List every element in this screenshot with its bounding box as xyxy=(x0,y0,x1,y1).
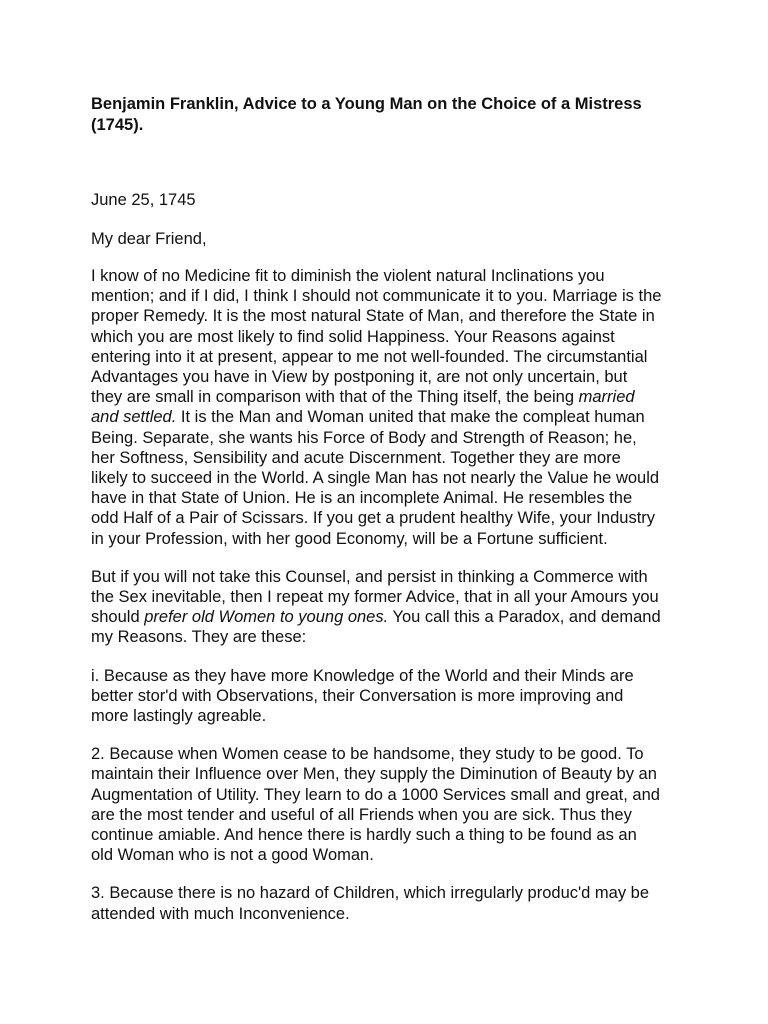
title-line-1: Benjamin Franklin, Advice to a Young Man on the Choice of a Mistress xyxy=(91,95,642,113)
text-line: likely to succeed in the World. A single Man has not nearly the Value he would xyxy=(91,469,660,488)
text-segment: It is the Man and Woman united that make the compleat human xyxy=(176,408,645,427)
text-line: are the most tender and useful of all Friends when you are sick. Thus they xyxy=(91,805,632,824)
text-line: old Woman who is not a good Woman. xyxy=(91,846,374,865)
letter-date: June 25, 1745 xyxy=(91,191,196,209)
text-line: entering into it at present, appear to me not well-founded. The circumstantial xyxy=(91,347,648,366)
text-line: 2. Because when Women cease to be handsome, they study to be good. To xyxy=(91,745,644,764)
text-line: the Sex inevitable, then I repeat my former Advice, that in all your Amours you xyxy=(91,588,659,607)
text-line: 3. Because there is no hazard of Children, which irregularly produc'd may be xyxy=(91,884,650,903)
text-line: But if you will not take this Counsel, and persist in thinking a Commerce with xyxy=(91,567,648,586)
text-segment: You call this a Paradox, and demand xyxy=(388,608,661,627)
text-line xyxy=(91,387,691,407)
paragraph-4 xyxy=(91,744,691,865)
text-segment: they are small in comparison with that of the Thing itself, the being xyxy=(91,388,579,407)
letter-salutation: My dear Friend, xyxy=(91,230,207,248)
text-line: Augmentation of Utility. They learn to do a 1000 Services small and great, and xyxy=(91,785,660,804)
text-segment: should xyxy=(91,608,145,627)
italic-text: prefer old Women to young ones. xyxy=(144,608,389,627)
text-line: which you are most likely to find solid Happiness. Your Reasons against xyxy=(91,327,615,346)
paragraph-3 xyxy=(91,666,691,727)
text-line: i. Because as they have more Knowledge of the World and their Minds are xyxy=(91,666,634,685)
italic-text: and settled. xyxy=(91,408,177,427)
document-title xyxy=(91,94,691,136)
paragraph-2 xyxy=(91,567,691,648)
text-line: attended with much Inconvenience. xyxy=(91,904,350,923)
paragraph-1 xyxy=(91,266,691,549)
paragraph-5 xyxy=(91,883,691,923)
text-line xyxy=(91,607,691,627)
text-line: more lastingly agreable. xyxy=(91,707,267,726)
text-line: Being. Separate, she wants his Force of Body and Strength of Reason; he, xyxy=(91,428,637,447)
text-line: in your Profession, with her good Economy, will be a Fortune sufficient. xyxy=(91,529,608,548)
text-line: better stor'd with Observations, their Conversation is more improving and xyxy=(91,686,624,705)
text-line: maintain their Influence over Men, they supply the Diminution of Beauty by an xyxy=(91,765,657,784)
text-line: mention; and if I did, I think I should not communicate it to you. Marriage is the xyxy=(91,287,662,306)
letter-body xyxy=(91,266,691,942)
text-line: odd Half of a Pair of Scissars. If you get a prudent healthy Wife, your Industry xyxy=(91,509,656,528)
text-line: Advantages you have in View by postponing it, are not only uncertain, but xyxy=(91,368,628,387)
text-line: proper Remedy. It is the most natural State of Man, and therefore the State in xyxy=(91,307,655,326)
text-line: my Reasons. They are these: xyxy=(91,628,307,647)
text-line: I know of no Medicine fit to diminish the violent natural Inclinations you xyxy=(91,267,605,285)
text-line: her Softness, Sensibility and acute Discernment. Together they are more xyxy=(91,448,621,467)
text-line xyxy=(91,407,691,427)
text-line: have in that State of Union. He is an incomplete Animal. He resembles the xyxy=(91,489,633,508)
italic-text: married xyxy=(578,388,635,407)
document-page xyxy=(91,94,691,923)
title-line-2: (1745). xyxy=(91,116,144,134)
text-line: continue amiable. And hence there is hardly such a thing to be found as an xyxy=(91,826,637,845)
